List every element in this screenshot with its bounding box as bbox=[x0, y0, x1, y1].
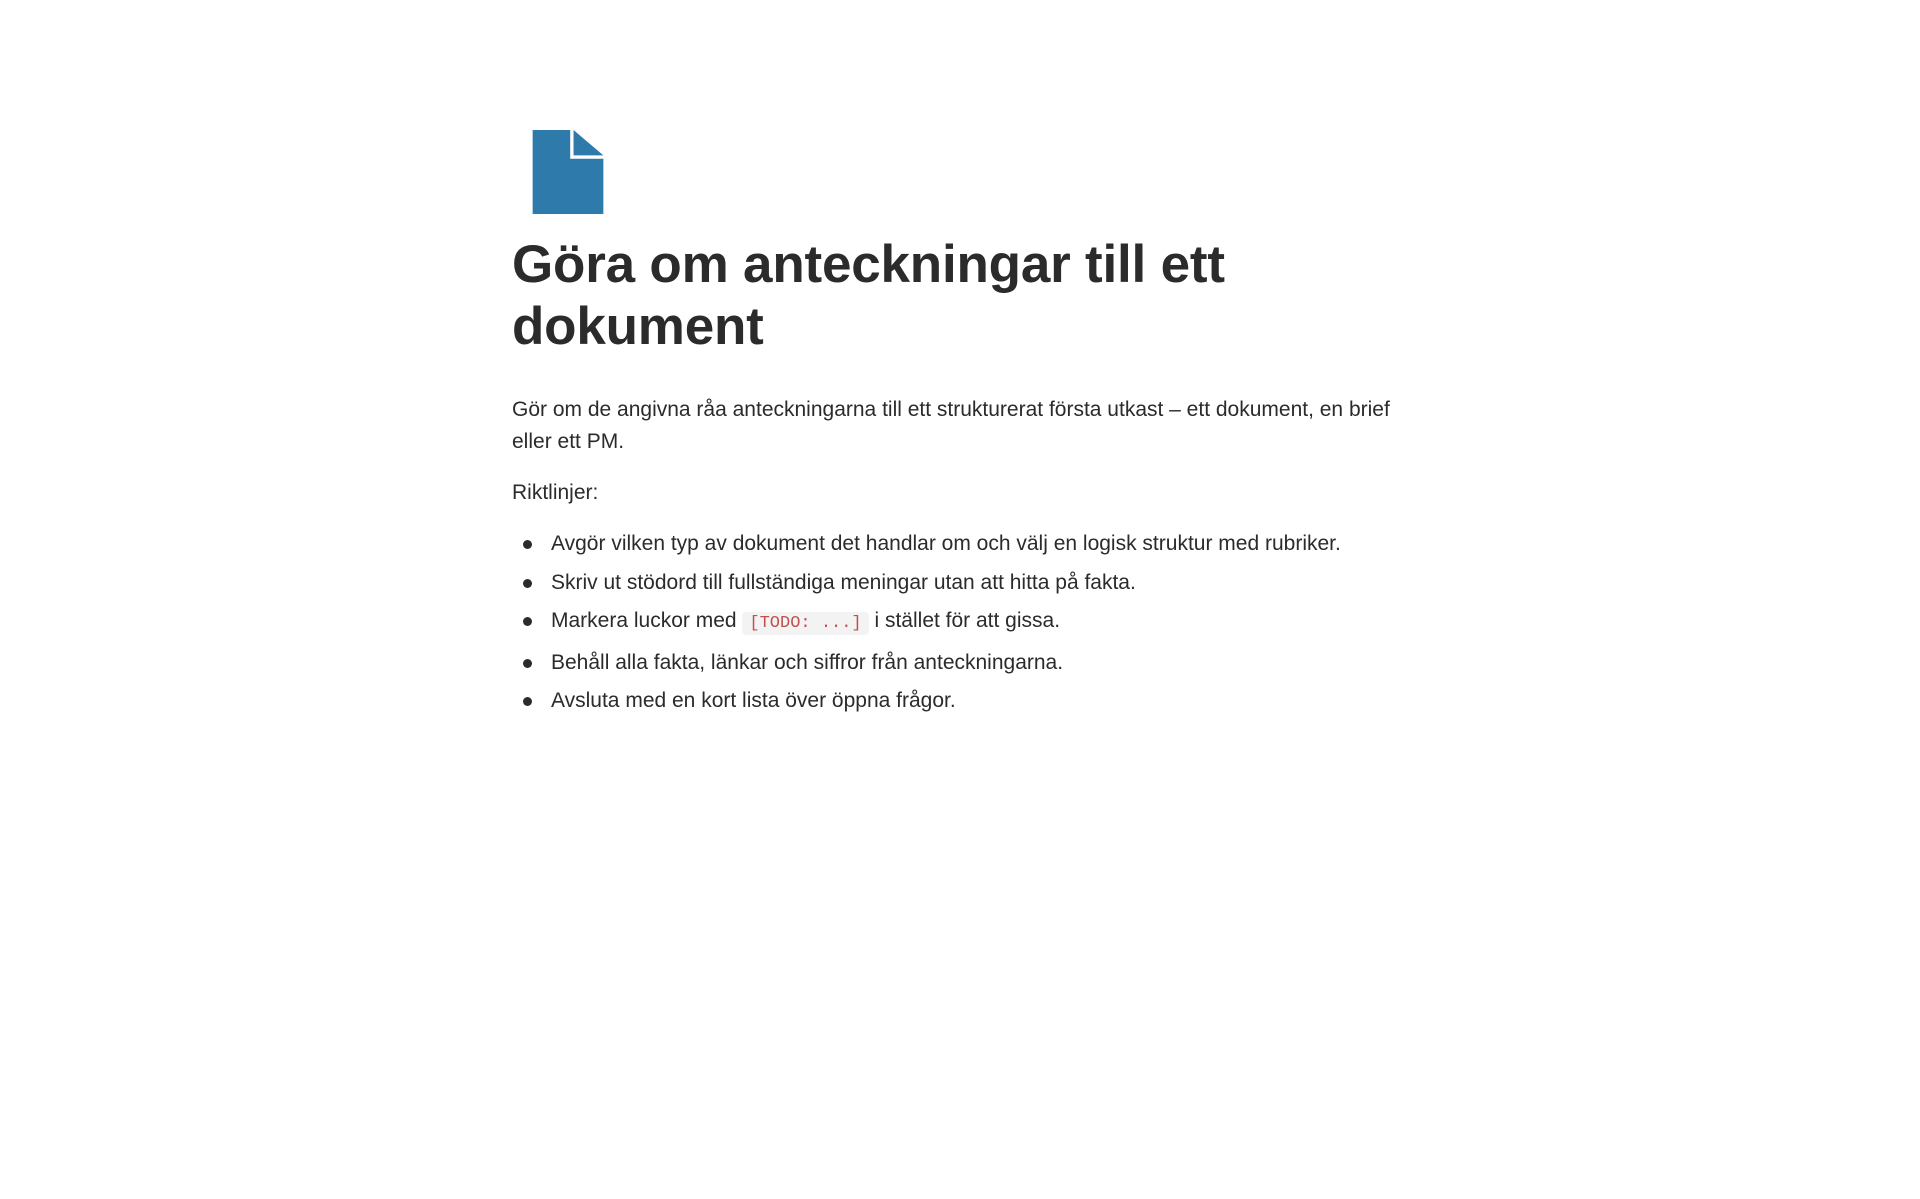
bullet-icon bbox=[523, 697, 532, 706]
list-item-text: Skriv ut stödord till fullständiga meningar utan att hitta på fakta. bbox=[551, 570, 1136, 594]
bullet-icon bbox=[523, 617, 532, 626]
bullet-icon bbox=[523, 579, 532, 588]
guidelines-label: Riktlinjer: bbox=[512, 481, 599, 504]
bullet-icon bbox=[523, 659, 532, 668]
todo-code: [TODO: ...] bbox=[742, 612, 868, 635]
list-item bbox=[512, 686, 1392, 716]
intro-paragraph: Gör om de angivna råa anteckningarna till ett strukturerat första utkast – ett dokument, en brief eller ett PM. bbox=[512, 398, 1390, 453]
list-item-text: Avsluta med en kort lista över öppna frågor. bbox=[551, 689, 956, 712]
document-icon bbox=[526, 130, 610, 214]
list-item bbox=[512, 568, 1392, 598]
document-page bbox=[512, 130, 1392, 725]
list-item-text-before: Markera luckor med bbox=[551, 609, 737, 632]
list-item-text-after: i stället för att gissa. bbox=[874, 609, 1061, 632]
list-item bbox=[512, 529, 1392, 559]
list-item-text: Behåll alla fakta, länkar och siffror från anteckningarna. bbox=[551, 650, 1064, 674]
list-item-text: Avgör vilken typ av dokument det handlar om och välj en logisk struktur med rubriker. bbox=[551, 532, 1341, 555]
page-title: Göra om anteckningar till ett dokument bbox=[512, 235, 1225, 356]
list-item bbox=[512, 648, 1392, 678]
list-item bbox=[512, 606, 1392, 639]
bullet-icon bbox=[523, 540, 532, 549]
guidelines-list bbox=[512, 529, 1392, 716]
